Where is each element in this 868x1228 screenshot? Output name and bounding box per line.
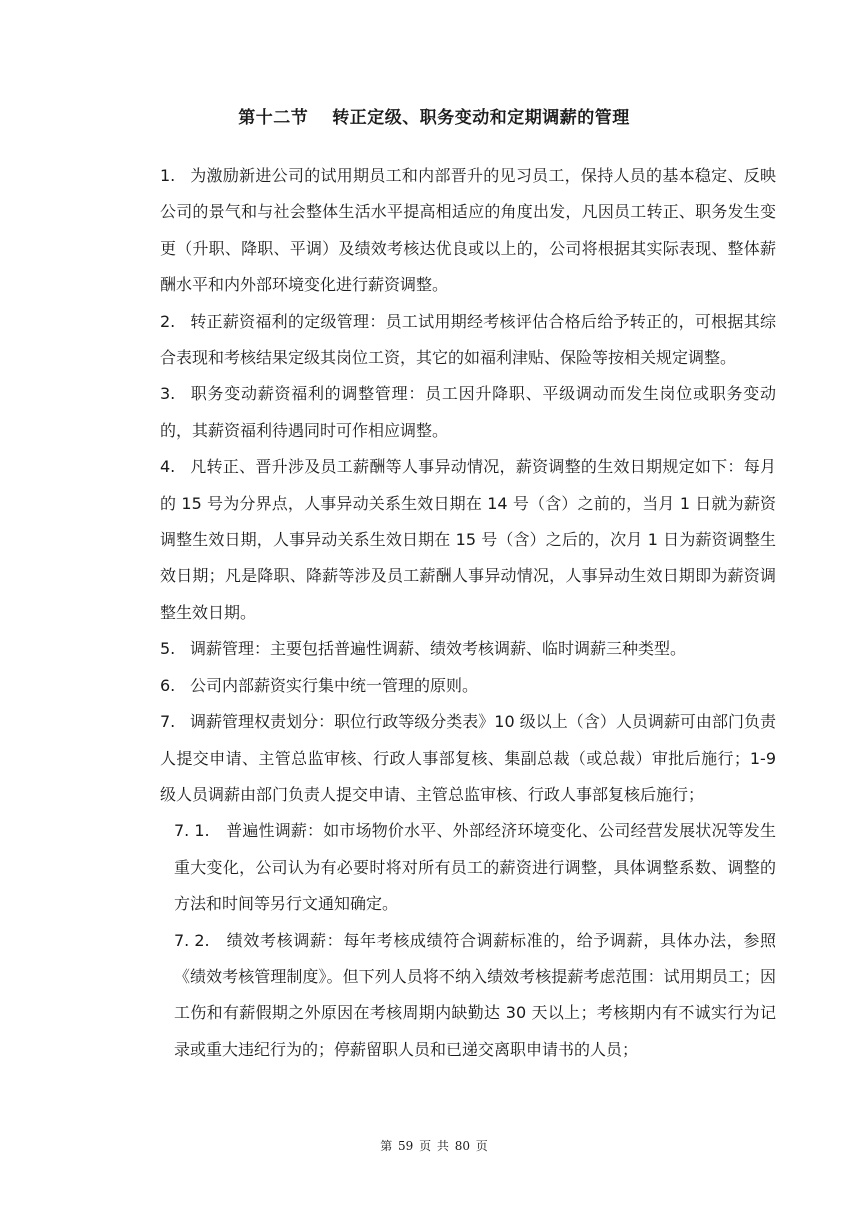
- list-item: [160, 704, 776, 813]
- item-text: 转正薪资福利的定级管理：员工试用期经考核评估合格后给予转正的，可根据其综合表现和考核结果定级其岗位工资，其它的如福利津贴、保险等按相关规定调整。: [160, 311, 776, 368]
- item-number: 3.: [160, 384, 176, 404]
- list-item: [160, 376, 776, 449]
- item-text: 公司内部薪资实行集中统一管理的原则。: [190, 675, 479, 695]
- sub-list-item: [174, 923, 776, 1069]
- section-heading: [0, 103, 868, 128]
- item-text: 凡转正、晋升涉及员工薪酬等人事异动情况，薪资调整的生效日期规定如下：每月的 15 号为分界点，人事异动关系生效日期在 14 号（含）之前的，当月 1 日就为薪资调整生效日期，人事异动关系生效日期在 15 号（含）之后的，次月 1 日为薪资调整生效日期；凡是降职、降薪等涉及员工薪酬人事异动情况，人事异动生效日期即为薪资调整生效日期。: [160, 457, 776, 622]
- sub-item-number: 7. 1.: [174, 821, 210, 841]
- item-number: 4.: [160, 457, 176, 477]
- item-number: 2.: [160, 311, 176, 331]
- sub-item-text: 普遍性调薪：如市场物价水平、外部经济环境变化、公司经营发展状况等发生重大变化，公司认为有必要时将对所有员工的薪资进行调整，具体调整系数、调整的方法和时间等另行文通知确定。: [174, 821, 776, 914]
- section-title: 转正定级、职务变动和定期调薪的管理: [332, 108, 630, 128]
- sub-item-text: 绩效考核调薪：每年考核成绩符合调薪标准的，给予调薪，具体办法，参照《绩效考核管理制度》。但下列人员将不纳入绩效考核提薪考虑范围：试用期员工；因工伤和有薪假期之外原因在考核周期内缺勤达 30 天以上；考核期内有不诚实行为记录或重大违纪行为的；停薪留职人员和已递交离职申请书的人员；: [174, 930, 776, 1059]
- section-number: 第十二节: [238, 108, 309, 128]
- item-text: 调薪管理：主要包括普遍性调薪、绩效考核调薪、临时调薪三种类型。: [190, 639, 687, 659]
- list-item: [160, 304, 776, 377]
- item-text: 为激励新进公司的试用期员工和内部晋升的见习员工，保持人员的基本稳定、反映公司的景气和与社会整体生活水平提高相适应的角度出发，凡因员工转正、职务发生变更（升职、降职、平调）及绩效考核达优良或以上的，公司将根据其实际表现、整体薪酬水平和内外部环境变化进行薪资调整。: [160, 166, 776, 295]
- list-item: [160, 449, 776, 631]
- item-number: 6.: [160, 675, 176, 695]
- item-text: 调薪管理权责划分：职位行政等级分类表》10 级以上（含）人员调薪可由部门负责人提交申请、主管总监审核、行政人事部复核、集副总裁（或总裁）审批后施行；1-9 级人员调薪由部门负责人提交申请、主管总监审核、行政人事部复核后施行；: [160, 712, 776, 804]
- list-item: [160, 668, 776, 704]
- list-item: [160, 631, 776, 667]
- sub-list-item: [174, 813, 776, 922]
- list-item: [160, 158, 776, 304]
- sub-item-number: 7. 2.: [174, 930, 210, 950]
- item-number: 5.: [160, 639, 176, 659]
- item-text: 职务变动薪资福利的调整管理：员工因升降职、平级调动而发生岗位或职务变动的，其薪资福利待遇同时可作相应调整。: [160, 384, 776, 440]
- body-text: [160, 158, 776, 1068]
- item-number: 1.: [160, 166, 176, 185]
- page-footer: 第 59 页 共 80 页: [380, 1139, 488, 1153]
- item-number: 7.: [160, 712, 176, 732]
